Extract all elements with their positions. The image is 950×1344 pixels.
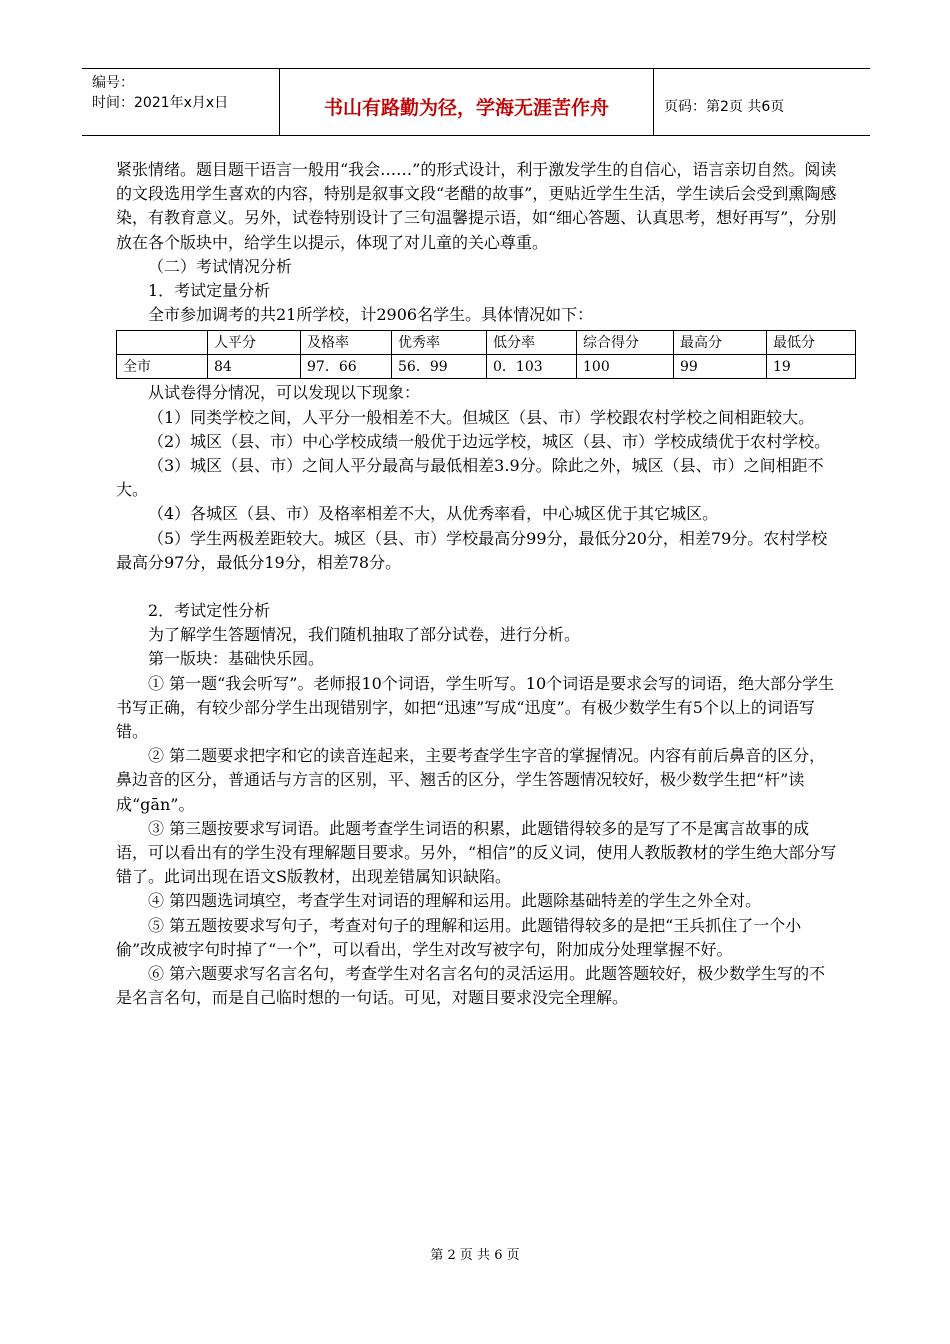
header-motto: 书山有路勤为径，学海无涯苦作舟	[280, 69, 654, 135]
table-header-cell: 最高分	[674, 331, 767, 355]
table-cell: 97．66	[301, 355, 392, 379]
question-analysis: ⑥ 第六题要求写名言名句，考查学生对名言名句的灵活运用。此题答题较好，极少数学生写的不是名言名句，而是自己临时想的一句话。可见，对题目要求没完全理解。	[116, 964, 826, 1008]
subsection-heading: 2．考试定性分析	[148, 601, 271, 621]
section-heading: （二）考试情况分析	[148, 256, 293, 276]
subsection-heading: 1．考试定量分析	[148, 281, 271, 301]
table-header-cell: 综合得分	[577, 331, 674, 355]
list-item: （2）城区（县、市）中心学校成绩一般优于边远学校，城区（县、市）学校成绩优于农村学校。	[148, 431, 831, 451]
table-cell: 99	[674, 355, 767, 379]
table-header-cell: 最低分	[767, 331, 856, 355]
paragraph: 第一版块：基础快乐园。	[148, 649, 325, 669]
list-item: （1）同类学校之间，人平分一般相差不大。但城区（县、市）学校跟农村学校之间相距较大。	[148, 407, 815, 427]
table-row	[117, 355, 856, 379]
paragraph: 紧张情绪。题目题干语言一般用“我会……”的形式设计，利于激发学生的自信心，语言亲切自然。阅读的文段选用学生喜欢的内容，特别是叙事文段“老醋的故事”，更贴近学生生活，学生读后会受到熏陶感染，有教育意义。另外，试卷特别设计了三句温馨提示语，如“细心答题、认真思考，想好再写”，分别放在各个版块中，给学生以提示，体现了对儿童的关心尊重。	[116, 160, 837, 252]
document-body	[116, 158, 838, 1011]
table-cell: 19	[767, 355, 856, 379]
table-header-cell: 优秀率	[392, 331, 487, 355]
table-header-row	[117, 331, 856, 355]
table-cell: 0．103	[487, 355, 577, 379]
paragraph: 从试卷得分情况，可以发现以下现象：	[148, 383, 421, 403]
page-footer: 第 2 页 共 6 页	[430, 1248, 520, 1263]
page-header	[82, 68, 870, 136]
paragraph: 全市参加调考的共21所学校，计2906名学生。具体情况如下：	[148, 305, 594, 325]
list-item: （3）城区（县、市）之间人平分最高与最低相差3.9分。除此之外，城区（县、市）之间相距不大。	[116, 456, 824, 500]
header-time: 时间：2021年x月x日	[92, 95, 229, 111]
table-cell: 84	[208, 355, 301, 379]
table-cell: 56．99	[392, 355, 487, 379]
header-page-code: 页码：第2页 共6页	[664, 99, 785, 115]
list-item: （5）学生两极差距较大。城区（县、市）学校最高分99分，最低分20分，相差79分。农村学校最高分97分，最低分19分，相差78分。	[116, 528, 828, 572]
table-header-cell: 人平分	[208, 331, 301, 355]
question-analysis: ④ 第四题选词填空，考查学生对词语的理解和运用。此题除基础特差的学生之外全对。	[148, 891, 762, 911]
table-header-cell	[117, 331, 208, 355]
question-analysis: ② 第二题要求把字和它的读音连起来，主要考查学生字音的掌握情况。内容有前后鼻音的区分，鼻边音的区分，普通话与方言的区别，平、翘舌的区分，学生答题情况较好，极少数学生把“杆”读成“gān”。	[116, 746, 826, 814]
table-cell: 100	[577, 355, 674, 379]
table-cell: 全市	[117, 355, 208, 379]
header-number: 编号：	[92, 75, 134, 91]
list-item: （4）各城区（县、市）及格率相差不大，从优秀率看，中心城区优于其它城区。	[148, 504, 719, 524]
question-analysis: ③ 第三题按要求写词语。此题考查学生词语的积累，此题错得较多的是写了不是寓言故事的成语，可以看出有的学生没有理解题目要求。另外，“相信”的反义词，使用人教版教材的学生绝大部分写错了。此词出现在语文S版教材，出现差错属知识缺陷。	[116, 818, 837, 887]
header-meta	[82, 69, 280, 135]
question-analysis: ① 第一题“我会听写”。老师报10个词语，学生听写。10个词语是要求会写的词语，绝大部分学生书写正确，有较少部分学生出现错别字，如把“迅速”写成“迅度”。有极少数学生有5个以上的词语写错。	[116, 673, 835, 742]
question-analysis: ⑤ 第五题按要求写句子，考查对句子的理解和运用。此题错得较多的是把“王兵抓住了一个小偷”改成被字句时掉了“一个”，可以看出，学生对改写被字句，附加成分处理掌握不好。	[116, 915, 802, 959]
stats-table	[116, 330, 856, 379]
table-header-cell: 及格率	[301, 331, 392, 355]
spacer	[116, 575, 838, 599]
table-header-cell: 低分率	[487, 331, 577, 355]
paragraph: 为了解学生答题情况，我们随机抽取了部分试卷，进行分析。	[148, 625, 581, 645]
